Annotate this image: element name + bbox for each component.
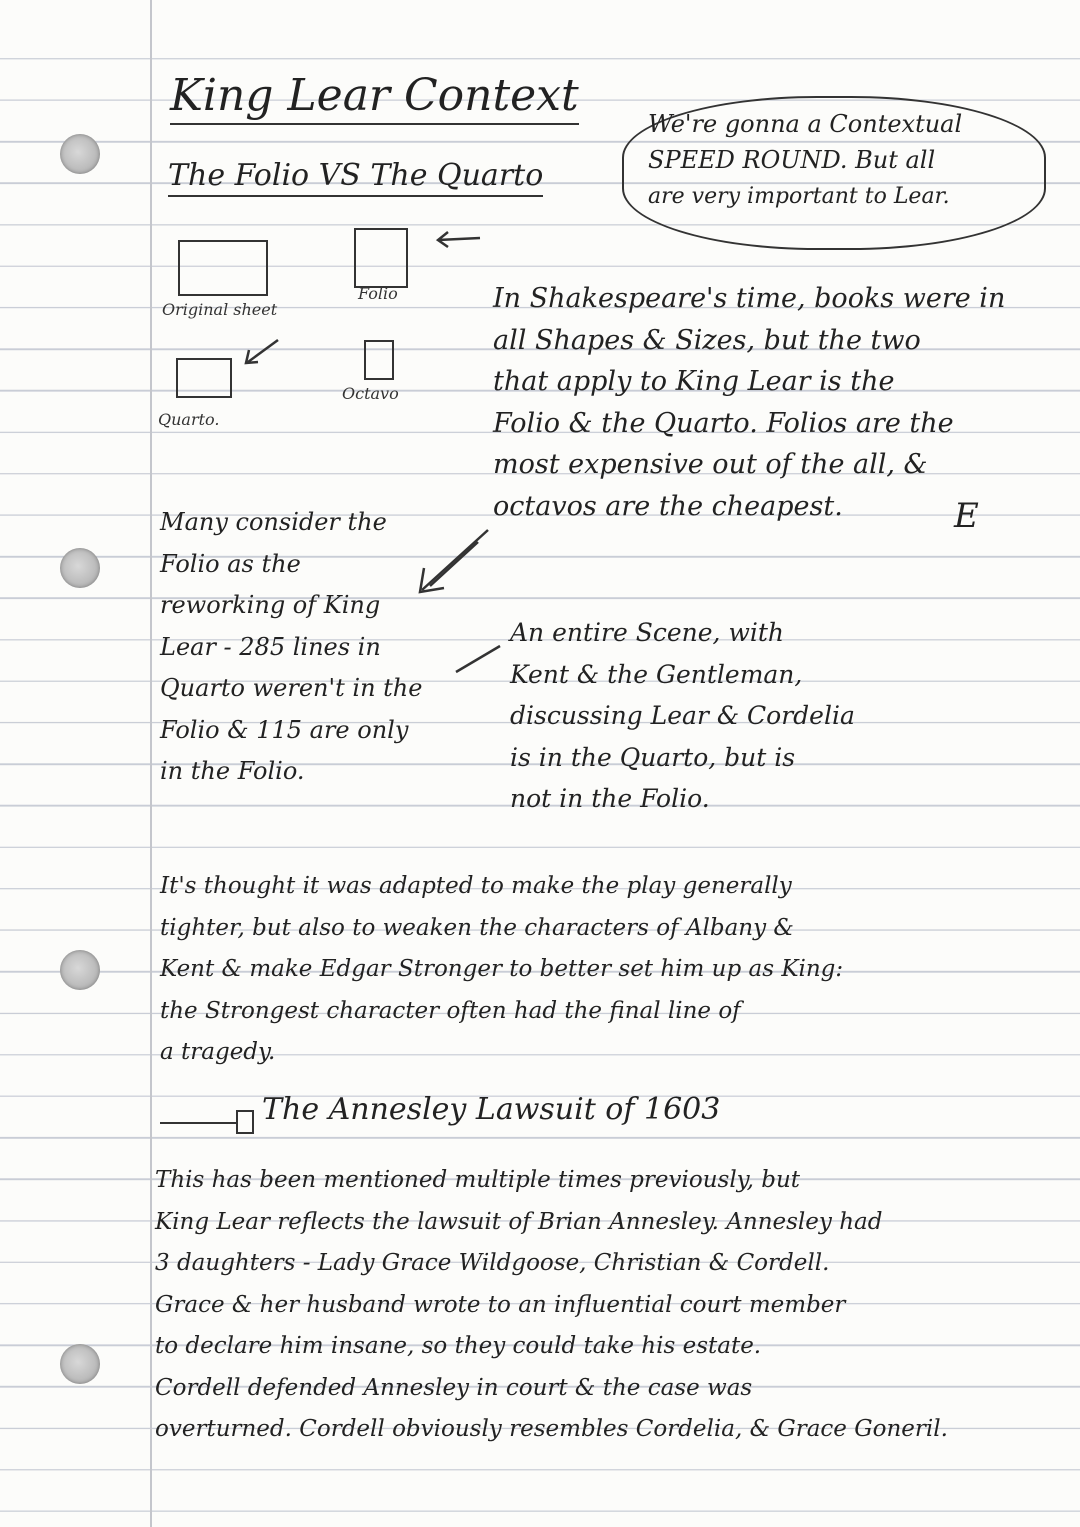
arrow-icon xyxy=(248,340,278,362)
paragraph-adaptation xyxy=(160,866,843,1074)
text-line: not in the Folio. xyxy=(510,784,710,813)
text-line: all Shapes & Sizes, but the two xyxy=(493,324,921,356)
text-line: An entire Scene, with xyxy=(510,618,784,647)
text-line: reworking of King xyxy=(160,591,381,619)
page-title: King Lear Context xyxy=(170,70,579,125)
text-line: most expensive out of the all, & xyxy=(493,449,928,480)
speech-bubble-line: SPEED ROUND. But all xyxy=(648,146,936,174)
text-line: that apply to King Lear is the xyxy=(493,366,895,397)
text-line: Folio & the Quarto. Folios are the xyxy=(493,407,954,439)
text-line: Cordell defended Annesley in court & the case was xyxy=(155,1374,753,1401)
heading-rule xyxy=(160,1122,236,1124)
paragraph-folio-reworking xyxy=(160,502,422,793)
text-line: Kent & the Gentleman, xyxy=(510,659,803,689)
speech-bubble-line: are very important to Lear. xyxy=(648,184,950,209)
section-heading-folio-vs-quarto: The Folio VS The Quarto xyxy=(168,158,543,197)
text-line: 3 daughters - Lady Grace Wildgoose, Christian & Cordell. xyxy=(155,1250,830,1276)
folio-label: Folio xyxy=(358,284,398,303)
text-line: a tragedy. xyxy=(160,1039,276,1065)
text-line: In Shakespeare's time, books were in xyxy=(493,283,1006,314)
paragraph-annesley xyxy=(155,1160,948,1451)
text-line: overturned. Cordell obviously resembles Cordelia, & Grace Goneril. xyxy=(155,1416,948,1442)
text-line: King Lear reflects the lawsuit of Brian Annesley. Annesley had xyxy=(155,1208,883,1235)
text-line: Quarto weren't in the xyxy=(160,674,423,702)
text-line: tighter, but also to weaken the characters of Albany & xyxy=(160,914,794,941)
text-line: octavos are the cheapest. xyxy=(493,490,843,522)
text-line: Grace & her husband wrote to an influential court member xyxy=(155,1291,846,1318)
margin-mark: E xyxy=(954,496,979,536)
text-line: the Strongest character often had the final line of xyxy=(160,997,741,1024)
text-line: to declare him insane, so they could take his estate. xyxy=(155,1333,762,1359)
text-line: discussing Lear & Cordelia xyxy=(510,701,855,730)
text-line: This has been mentioned multiple times previously, but xyxy=(155,1167,801,1193)
checkbox-icon xyxy=(236,1110,254,1134)
original-sheet-label: Original sheet xyxy=(162,300,278,319)
text-line: Many consider the xyxy=(160,508,387,536)
text-line: is in the Quarto, but is xyxy=(510,742,796,772)
quarto-label: Quarto. xyxy=(158,410,220,429)
speech-bubble-line: We're gonna a Contextual xyxy=(648,110,963,138)
text-line: It's thought it was adapted to make the play generally xyxy=(160,873,792,899)
connector-line xyxy=(456,646,500,672)
double-arrow-icon xyxy=(430,542,478,586)
paragraph-missing-scene xyxy=(510,612,855,820)
arrow-icon xyxy=(438,238,480,240)
double-arrow-icon xyxy=(422,530,488,590)
text-line: Lear - 285 lines in xyxy=(160,632,381,661)
text-line: Folio as the xyxy=(160,549,301,578)
octavo-label: Octavo xyxy=(342,384,399,403)
section-heading-annesley: The Annesley Lawsuit of 1603 xyxy=(262,1092,721,1127)
text-line: in the Folio. xyxy=(160,757,305,785)
paragraph-shakespeare-books xyxy=(493,278,1005,527)
text-line: Folio & 115 are only xyxy=(160,715,409,744)
text-line: Kent & make Edgar Stronger to better set him up as King: xyxy=(160,956,844,982)
